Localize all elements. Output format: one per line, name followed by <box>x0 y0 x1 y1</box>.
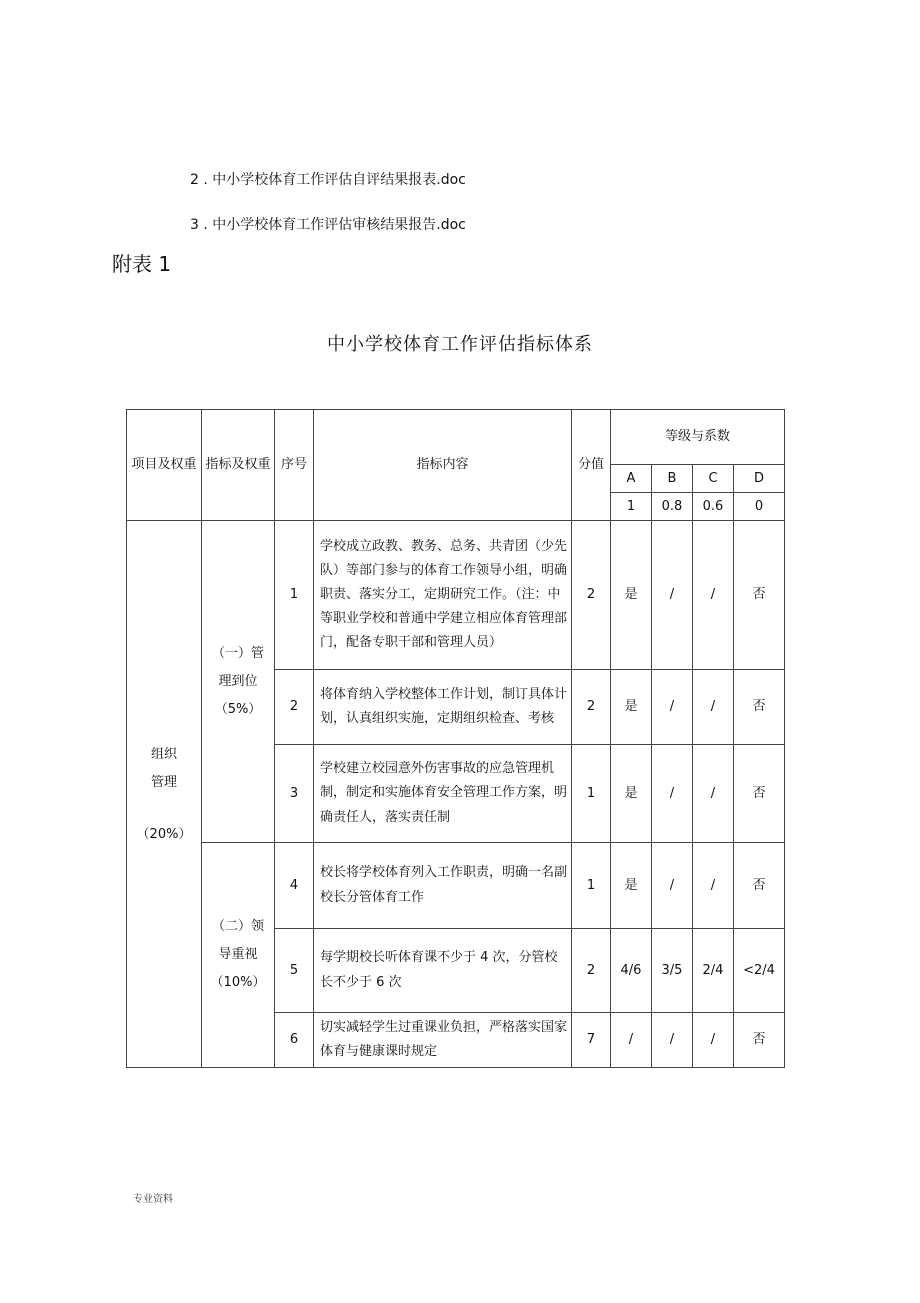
table-title: 中小学校体育工作评估指标体系 <box>327 334 593 355</box>
header-score: 分值 <box>572 410 611 521</box>
row-grade-c: / <box>693 843 734 929</box>
indicator-group-weight: （5%） <box>214 701 262 717</box>
row-content: 校长将学校体育列入工作职责，明确一名副校长分管体育工作 <box>314 843 572 929</box>
row-grade-d: 否 <box>734 521 785 670</box>
appendix-label: 附表 1 <box>112 252 172 276</box>
row-score: 2 <box>572 670 611 745</box>
row-content: 每学期校长听体育课不少于 4 次，分管校长不少于 6 次 <box>314 929 572 1013</box>
indicator-group-weight: （10%） <box>210 975 266 990</box>
header-grade-coefficient: 等级与系数 <box>611 410 785 465</box>
row-score: 7 <box>572 1013 611 1068</box>
table-row <box>127 521 785 670</box>
row-grade-a: / <box>611 1013 652 1068</box>
row-grade-b: 3/5 <box>652 929 693 1013</box>
attachment-3-link[interactable]: 3 . 中小学校体育工作评估审核结果报告.doc <box>190 217 466 233</box>
coefficient-d: 0 <box>734 493 785 521</box>
coefficient-b: 0.8 <box>652 493 693 521</box>
row-content: 学校建立校园意外伤害事故的应急管理机制，制定和实施体育安全管理工作方案，明确责任人，落实责任制 <box>314 745 572 843</box>
row-grade-a: 4/6 <box>611 929 652 1013</box>
table-row <box>127 843 785 929</box>
header-indicator-weight: 指标及权重 <box>202 410 275 521</box>
indicator-group-2-cell <box>202 843 275 1068</box>
grade-b: B <box>652 465 693 493</box>
row-content: 将体育纳入学校整体工作计划，制订具体计划，认真组织实施，定期组织检查、考核 <box>314 670 572 745</box>
row-no: 2 <box>275 670 314 745</box>
item-group-name: 组织管理 <box>150 747 177 791</box>
row-no: 5 <box>275 929 314 1013</box>
row-grade-c: / <box>693 745 734 843</box>
row-content: 切实减轻学生过重课业负担，严格落实国家体育与健康课时规定 <box>314 1013 572 1068</box>
indicator-group-1-cell <box>202 521 275 843</box>
coefficient-c: 0.6 <box>693 493 734 521</box>
evaluation-table <box>126 409 785 1068</box>
row-grade-d: 否 <box>734 745 785 843</box>
row-grade-d: 否 <box>734 670 785 745</box>
row-grade-d: <2/4 <box>734 929 785 1013</box>
row-score: 1 <box>572 745 611 843</box>
row-grade-b: / <box>652 843 693 929</box>
row-grade-c: / <box>693 521 734 670</box>
row-no: 1 <box>275 521 314 670</box>
row-grade-b: / <box>652 745 693 843</box>
header-item-weight: 项目及权重 <box>127 410 202 521</box>
row-grade-b: / <box>652 1013 693 1068</box>
grade-c: C <box>693 465 734 493</box>
header-serial-no: 序号 <box>275 410 314 521</box>
row-grade-c: 2/4 <box>693 929 734 1013</box>
row-grade-d: 否 <box>734 843 785 929</box>
attachment-2-link[interactable]: 2 . 中小学校体育工作评估自评结果报表.doc <box>190 172 466 188</box>
row-grade-b: / <box>652 670 693 745</box>
grade-a: A <box>611 465 652 493</box>
row-content: 学校成立政教、教务、总务、共青团（少先队）等部门参与的体育工作领导小组，明确职责、落实分工，定期研究工作。（注：中等职业学校和普通中学建立相应体育管理部门，配备专职干部和管理人员） <box>314 521 572 670</box>
row-no: 3 <box>275 745 314 843</box>
footer-label: 专业资料 <box>133 1194 173 1205</box>
row-grade-c: / <box>693 1013 734 1068</box>
row-score: 2 <box>572 521 611 670</box>
row-no: 4 <box>275 843 314 929</box>
header-indicator-content: 指标内容 <box>314 410 572 521</box>
row-score: 2 <box>572 929 611 1013</box>
row-grade-a: 是 <box>611 843 652 929</box>
row-grade-a: 是 <box>611 521 652 670</box>
row-score: 1 <box>572 843 611 929</box>
grade-d: D <box>734 465 785 493</box>
row-grade-c: / <box>693 670 734 745</box>
row-grade-d: 否 <box>734 1013 785 1068</box>
indicator-group-name: （一）管理到位 <box>212 645 265 689</box>
row-grade-a: 是 <box>611 745 652 843</box>
item-group-weight: （20%） <box>136 827 192 843</box>
row-grade-b: / <box>652 521 693 670</box>
item-group-cell <box>127 521 202 1068</box>
indicator-group-name: （二）领导重视 <box>212 919 265 962</box>
coefficient-a: 1 <box>611 493 652 521</box>
row-grade-a: 是 <box>611 670 652 745</box>
row-no: 6 <box>275 1013 314 1068</box>
